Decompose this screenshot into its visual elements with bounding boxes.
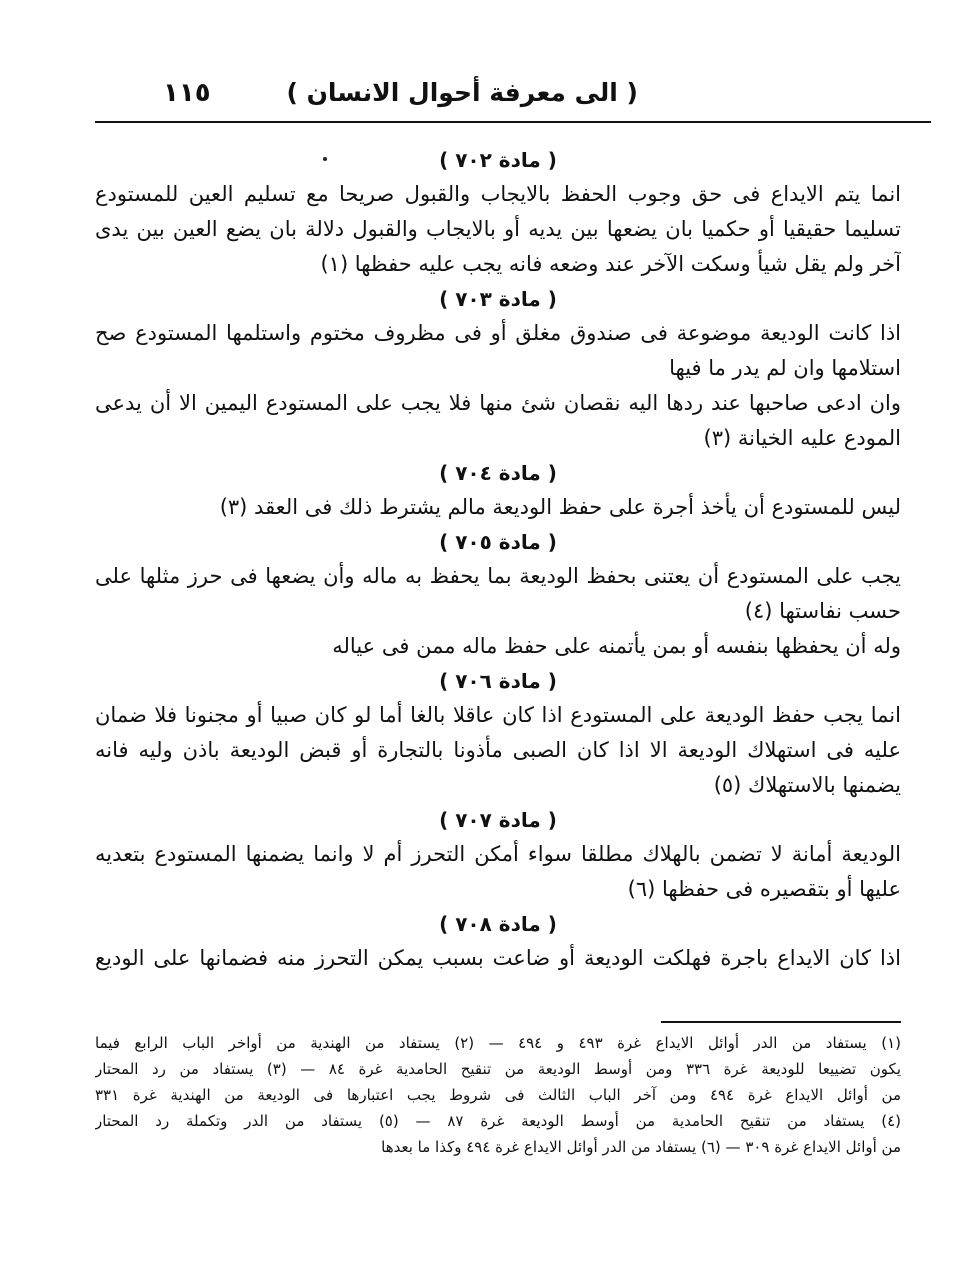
running-title: ( الى معرفة أحوال الانسان )	[286, 78, 638, 107]
paragraph-line: وان ادعى صاحبها عند ردها اليه نقصان شئ منها فلا يجب على المستودع اليمين الا أن يدعى	[95, 391, 901, 415]
article-heading: ( مادة ٧٠٣ )	[439, 287, 557, 311]
paragraph-line: اذا كانت الوديعة موضوعة فى صندوق مغلق أو فى مظروف مختوم واستلمها المستودع صح	[95, 321, 901, 345]
paragraph-line: حسب نفاستها (٤)	[744, 599, 901, 623]
article-heading: ( مادة ٧٠٥ )	[439, 530, 557, 554]
page-header	[95, 78, 878, 118]
footnote-line: من أوائل الايداع غرة ٣٠٩ — (٦) يستفاد من الدر أوائل الايداع غرة ٤٩٤ وكذا ما بعدها	[381, 1138, 901, 1156]
footnote-line: (٤) يستفاد من تنقيح الحامدية من أوسط الوديعة غرة ٨٧ — (٥) يستفاد من الدر وتكملة رد المحتار	[95, 1112, 901, 1130]
article-705	[95, 525, 901, 664]
article-702	[95, 143, 901, 282]
page-number: ١١٥	[163, 78, 211, 108]
footnotes	[95, 1030, 901, 1160]
article-704	[95, 456, 901, 525]
paragraph-line: تسليما حقيقيا أو حكميا بان يضعها بين يديه أو بالايجاب والقبول دلالة بان يضع العين بين يدى	[95, 217, 901, 241]
paragraph-line: عليه فى استهلاك الوديعة الا اذا كان الصبى مأذونا بالتجارة أو قبض الوديعة باذن وليه فانه	[95, 738, 901, 762]
article-706	[95, 664, 901, 803]
footnote-rule	[661, 1021, 901, 1023]
paragraph-line: يضمنها بالاستهلاك (٥)	[713, 773, 901, 797]
paragraph-line: يجب على المستودع أن يعتنى بحفظ الوديعة بما يحفظ به ماله وأن يضعها فى حرز مثلها على	[95, 564, 901, 588]
paragraph-line: آخر ولم يقل شيأ وسكت الآخر عند وضعه فانه يجب عليه حفظها (١)	[320, 252, 901, 276]
paragraph-line: انما يجب حفظ الوديعة على المستودع اذا كان عاقلا بالغا أما لو كان صبيا أو مجنونا فلا ضمان	[95, 703, 901, 727]
paragraph-line: اذا كان الايداع باجرة فهلكت الوديعة أو ضاعت بسبب يمكن التحرز منه فضمانها على الوديع	[95, 946, 901, 970]
paragraph-line: الوديعة أمانة لا تضمن بالهلاك مطلقا سواء أمكن التحرز أم لا وانما يضمنها المستودع بتعديه	[95, 842, 901, 866]
paragraph-line: عليها أو بتقصيره فى حفظها (٦)	[627, 877, 901, 901]
header-rule	[95, 121, 931, 123]
article-heading: ( مادة ٧٠٧ )	[439, 808, 557, 832]
article-heading: ( مادة ٧٠٨ )	[439, 912, 557, 936]
article-heading: ( مادة ٧٠٦ )	[439, 669, 557, 693]
article-heading: ( مادة ٧٠٤ )	[439, 461, 557, 485]
footnote-line: (١) يستفاد من الدر أوائل الايداع غرة ٤٩٣ و ٤٩٤ — (٢) يستفاد من الهندية من أواخر الباب الرابع فيما	[95, 1034, 901, 1052]
article-708	[95, 907, 901, 976]
paragraph-line: وله أن يحفظها بنفسه أو بمن يأتمنه على حفظ ماله ممن فى عياله	[332, 634, 901, 658]
main-text	[95, 143, 901, 976]
paragraph-line: ليس للمستودع أن يأخذ أجرة على حفظ الوديعة مالم يشترط ذلك فى العقد (٣)	[219, 495, 901, 519]
paragraph-line: استلامها وان لم يدر ما فيها	[669, 356, 901, 380]
article-707	[95, 803, 901, 907]
article-heading: ( مادة ٧٠٢ )	[439, 148, 557, 172]
footnote-line: من أوائل الايداع غرة ٤٩٤ ومن آخر الباب الثالث فى شروط يجب اعتبارها فى الوديعة من الهندية غرة ٣٣١	[95, 1086, 901, 1104]
article-703	[95, 282, 901, 456]
paragraph-line: انما يتم الايداع فى حق وجوب الحفظ بالايجاب والقبول صريحا مع تسليم العين للمستودع	[95, 182, 901, 206]
paragraph-line: المودع عليه الخيانة (٣)	[703, 426, 901, 450]
footnote-line: يكون تضييعا للوديعة غرة ٣٣٦ ومن أوسط الوديعة من تنقيح الحامدية غرة ٨٤ — (٣) يستفاد من رد المحتار	[95, 1060, 901, 1078]
